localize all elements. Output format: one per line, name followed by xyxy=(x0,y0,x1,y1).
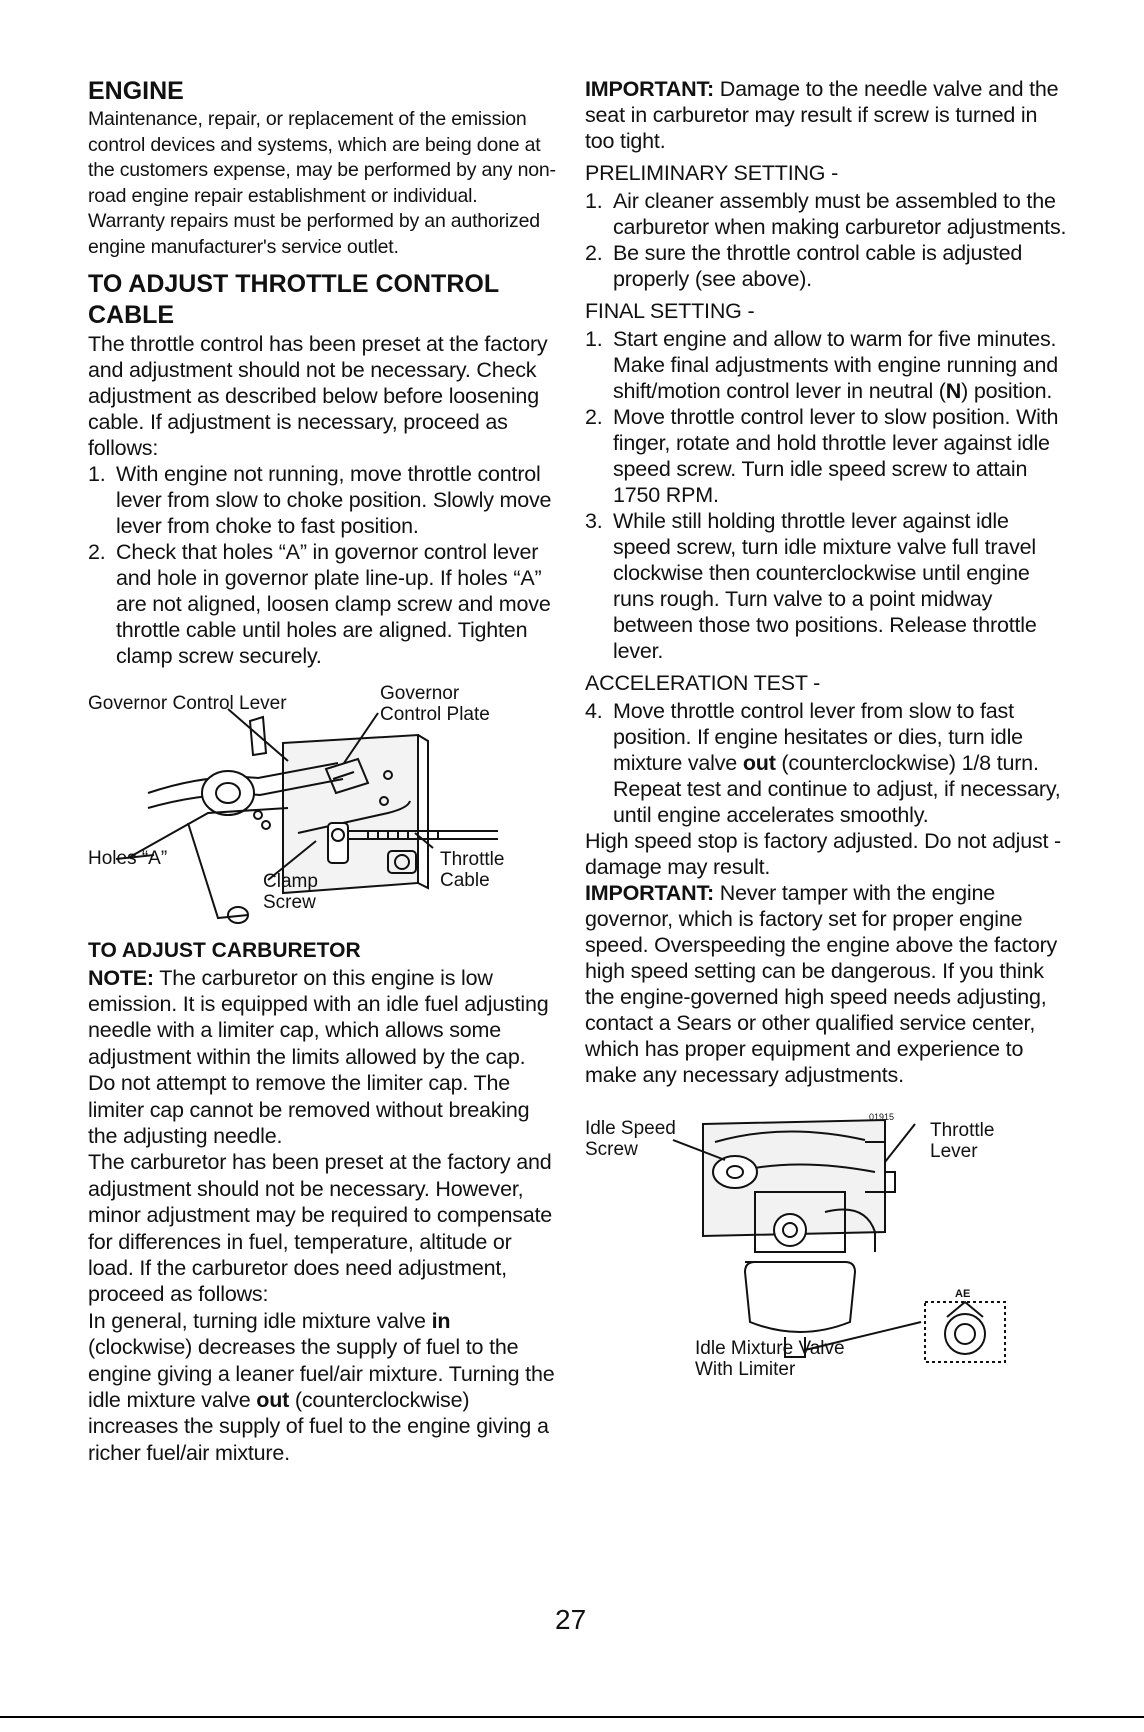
step-number: 2. xyxy=(88,539,106,564)
label-clamp: Clamp xyxy=(263,870,318,892)
label-cable: Cable xyxy=(440,869,490,891)
important-needle xyxy=(585,76,1070,154)
label-idle-speed: Idle Speed xyxy=(585,1118,676,1139)
final-step1-text-a: Start engine and allow to warm for five minutes. Make final adjustments with engine running and shift/motion control lever in neutral ( xyxy=(613,327,1058,403)
step-number: 1. xyxy=(88,461,106,486)
final-step-3 xyxy=(585,508,1070,664)
general-text-c: (counterclockwise) increases the supply of fuel to the engine giving a richer fuel/air mixture. xyxy=(88,1388,549,1465)
governor-figure xyxy=(88,683,558,933)
step-number: 1. xyxy=(585,327,603,351)
note-label: NOTE: xyxy=(88,965,154,990)
step-text: Move throttle control lever to slow position. With finger, rotate and hold throttle lever against idle speed screw. Turn idle speed screw to attain 1750 RPM. xyxy=(613,405,1059,507)
final-step1-text-b: ) position. xyxy=(961,379,1053,403)
final-heading: FINAL SETTING - xyxy=(585,299,755,323)
preliminary-step-1 xyxy=(585,188,1070,240)
label-with-limiter: With Limiter xyxy=(695,1359,796,1380)
step-text xyxy=(613,698,1070,828)
ae-mark: AE xyxy=(955,1288,971,1300)
figure-code: 01915 xyxy=(869,1112,895,1122)
acceleration-step-4 xyxy=(585,698,1070,828)
carburetor-general xyxy=(88,1308,558,1466)
label-idle-mixture-valve: Idle Mixture Valve xyxy=(695,1338,845,1359)
note-text: The carburetor on this engine is low emission. It is equipped with an idle fuel adjusting needle with a limiter cap, which allows some adjustment within the limits allowed by the cap. Do not attempt to remove the limiter cap. The limiter cap cannot be removed without breaking the adjusting needle. xyxy=(88,965,549,1148)
carburetor-figure xyxy=(585,1112,1070,1402)
important-text: Damage to the needle valve and the seat in carburetor may result if screw is turned in too tight. xyxy=(585,77,1059,153)
general-text-a: In general, turning idle mixture valve xyxy=(88,1308,432,1333)
label-holes-a: Holes “A” xyxy=(88,847,168,869)
step-number: 2. xyxy=(585,241,603,265)
label-screw: Screw xyxy=(263,891,316,913)
step-text: Check that holes “A” in governor control lever and hole in governor plate line-up. If holes “A” are not aligned, loosen clamp screw and move throttle cable until holes are aligned. Tighten clamp screw securely. xyxy=(116,539,551,668)
step-number: 1. xyxy=(585,189,603,213)
throttle-step-1 xyxy=(88,461,558,539)
step-number: 3. xyxy=(585,509,603,533)
important-label: IMPORTANT: xyxy=(585,881,714,905)
step-number: 4. xyxy=(585,699,603,723)
important-governor xyxy=(585,880,1070,1088)
label-lever: Lever xyxy=(930,1141,978,1162)
engine-heading: ENGINE xyxy=(88,77,184,105)
general-out: out xyxy=(256,1388,290,1413)
label-throttle: Throttle xyxy=(440,848,505,870)
carburetor-heading: TO ADJUST CARBURETOR xyxy=(88,938,361,962)
final-step-2 xyxy=(585,404,1070,508)
carburetor-preset: The carburetor has been preset at the factory and adjustment should not be necessary. However, minor adjustment may be required to compensate for differences in fuel, temperature, altitude or load. If the carburetor does need adjustment, proceed as follows: xyxy=(88,1150,553,1307)
throttle-cable-intro: The throttle control has been preset at the factory and adjustment should not be necessary. Check adjustment as described below before loosening cable. If adjustment is necessary, proceed as follows: xyxy=(88,331,548,460)
step-text: Be sure the throttle control cable is adjusted properly (see above). xyxy=(613,241,1023,291)
engine-paragraph: Maintenance, repair, or replacement of the emission control devices and systems, which are being done at the customers expense, may be performed by any non-road engine repair establishment or individual. Warranty repairs must be performed by an authorized engine manufacturer's service outlet. xyxy=(88,108,556,258)
left-column xyxy=(88,76,558,1466)
high-speed-note: High speed stop is factory adjusted. Do not adjust - damage may result. xyxy=(585,829,1062,879)
step-text: While still holding throttle lever against idle speed screw, turn idle mixture valve full travel clockwise then counterclockwise until engine runs rough. Turn valve to a point midway between those two positions. Release throttle lever. xyxy=(613,509,1037,663)
accel-text-a: Move throttle control lever from slow to fast position. If engine hesitates or dies, turn idle mixture valve xyxy=(613,699,1023,775)
step-number: 2. xyxy=(585,405,603,429)
preliminary-step-2 xyxy=(585,240,1070,292)
step-text xyxy=(613,326,1070,404)
important-text: Never tamper with the engine governor, which is factory set for proper engine speed. Overspeeding the engine above the factory high speed setting can be dangerous. If you think the engine-governed high speed needs adjusting, contact a Sears or other qualified service center, which has proper equipment and experience to make any necessary adjustments. xyxy=(585,881,1058,1087)
general-text-b: (clockwise) decreases the supply of fuel to the engine giving a leaner fuel/air mixture. Turning the idle mixture valve xyxy=(88,1335,555,1413)
throttle-step-2 xyxy=(88,539,558,669)
step-text: With engine not running, move throttle control lever from slow to choke position. Slowly move lever from choke to fast position. xyxy=(116,461,552,538)
final-step-1 xyxy=(585,326,1070,404)
important-label: IMPORTANT: xyxy=(585,77,714,101)
accel-text-b: (counterclockwise) 1/8 turn. Repeat test and continue to adjust, if necessary, until engine accelerates smoothly. xyxy=(613,751,1061,827)
right-column xyxy=(585,76,1070,1402)
page-number: 27 xyxy=(555,1604,587,1635)
label-screw: Screw xyxy=(585,1139,638,1160)
label-throttle: Throttle xyxy=(930,1120,995,1141)
accel-out: out xyxy=(742,751,776,775)
step-text: Air cleaner assembly must be assembled to the carburetor when making carburetor adjustments. xyxy=(613,189,1067,239)
label-control-plate: Control Plate xyxy=(380,703,490,725)
neutral-n: N xyxy=(945,379,962,403)
bottom-rule xyxy=(0,1716,1144,1718)
label-governor: Governor xyxy=(380,682,460,704)
general-in: in xyxy=(431,1308,451,1333)
acceleration-heading: ACCELERATION TEST - xyxy=(585,671,821,695)
label-governor-control-lever: Governor Control Lever xyxy=(88,692,287,714)
throttle-cable-heading: TO ADJUST THROTTLE CONTROL CABLE xyxy=(88,269,499,329)
carburetor-note xyxy=(88,965,558,1150)
preliminary-heading: PRELIMINARY SETTING - xyxy=(585,161,839,185)
